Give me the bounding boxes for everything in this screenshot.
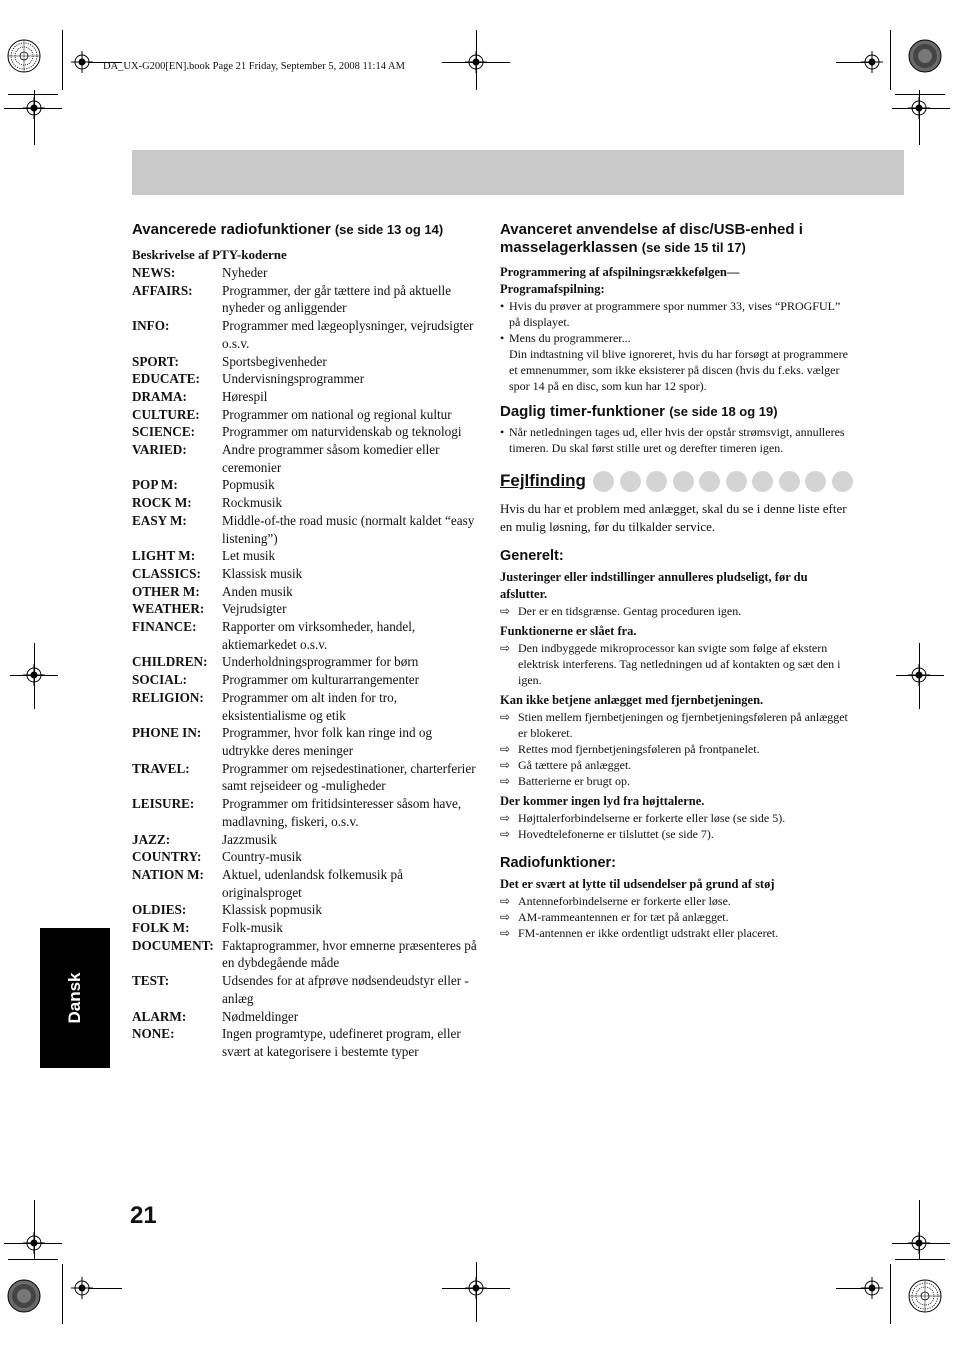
pty-desc: Klassisk popmusik xyxy=(222,902,323,918)
pty-row xyxy=(132,689,482,724)
pty-code: PHONE IN: xyxy=(132,725,202,741)
pty-code: EASY M: xyxy=(132,512,187,528)
pty-code: SOCIAL: xyxy=(132,672,187,688)
solution-text: Højttalerforbindelserne er forkerte eller løse (se side 5). xyxy=(518,811,786,825)
pty-code: NONE: xyxy=(132,1026,175,1042)
pty-row xyxy=(132,583,482,601)
file-info: DA_UX-G200[EN].book Page 21 Friday, September 5, 2008 11:14 AM xyxy=(103,61,405,72)
pty-row xyxy=(132,618,482,653)
pty-list xyxy=(132,264,482,1061)
pty-code: ALARM: xyxy=(132,1008,187,1024)
troubleshooting-title-text: Fejlfinding xyxy=(500,471,586,490)
pty-desc: Programmer om naturvidenskab og teknologi xyxy=(222,424,462,440)
arrow-icon: ⇨ xyxy=(500,758,511,772)
problem-text: Der kommer ingen lyd fra højttalerne. xyxy=(500,794,705,808)
pty-desc: Udsendes for at afprøve nødsendeudstyr eller -anlæg xyxy=(222,973,469,1006)
pty-code: NEWS: xyxy=(132,265,176,280)
pty-desc: Anden musik xyxy=(222,583,293,599)
pty-desc: Nyheder xyxy=(222,265,268,280)
decor-dot xyxy=(673,471,694,492)
pty-code: TRAVEL: xyxy=(132,760,190,776)
solution-text: Stien mellem fjernbetjeningen og fjernbetjeningsføleren på anlægget er blokeret. xyxy=(518,710,848,740)
pty-code: OTHER M: xyxy=(132,583,200,599)
arrow-icon: ⇨ xyxy=(500,774,511,788)
pty-row xyxy=(132,476,482,494)
troubleshooting-intro: Hvis du har et problem med anlægget, skal du se i denne liste efter en mulig løsning, før du tilkalder service. xyxy=(500,501,847,534)
pty-row xyxy=(132,937,482,972)
radio-advanced-heading-ref: (se side 13 og 14) xyxy=(334,222,444,237)
solution-item xyxy=(500,603,850,619)
solution-text: Hovedtelefonerne er tilsluttet (se side 7). xyxy=(518,827,714,841)
pty-desc: Undervisningsprogrammer xyxy=(222,371,365,387)
problem-text: Det er svært at lytte til udsendelser på grund af støj xyxy=(500,877,775,891)
pty-code: SPORT: xyxy=(132,353,179,369)
pty-row xyxy=(132,370,482,388)
bullet-mark: • xyxy=(500,331,505,345)
bullet-text: Når netledningen tages ud, eller hvis der opstår strømsvigt, annulleres timeren. Du skal først stille uret og derefter timeren igen. xyxy=(509,425,845,455)
pty-desc: Let musik xyxy=(222,548,276,564)
solution-item xyxy=(500,757,850,773)
bullet-text: Mens du programmerer... xyxy=(509,331,631,345)
pty-desc: Programmer om national og regional kultur xyxy=(222,406,452,422)
pty-desc: Underholdningsprogrammer for børn xyxy=(222,654,419,670)
arrow-icon: ⇨ xyxy=(500,910,511,924)
pty-desc: Programmer om rejsedestinationer, charterferier samt rejseideer og -muligheder xyxy=(222,760,476,794)
pty-desc: Programmer om fritidsinteresser såsom have, madlavning, fiskeri, o.s.v. xyxy=(222,796,462,829)
solution-item xyxy=(500,709,850,741)
pty-desc: Rockmusik xyxy=(222,495,283,511)
bullet-text: Din indtastning vil blive ignoreret, hvis du har forsøgt at programmere et emnenummer, som ikke eksisterer på discen (hvis du f.eks. vælger spor 14 på en disc, som kun har 12 spor). xyxy=(509,347,848,393)
arrow-icon: ⇨ xyxy=(500,641,511,655)
disc-advanced-heading xyxy=(500,221,850,257)
problem-text: Kan ikke betjene anlægget med fjernbetjeningen. xyxy=(500,693,764,707)
pty-desc: Jazzmusik xyxy=(222,831,277,847)
program-bullets xyxy=(500,298,850,394)
pty-code: POP M: xyxy=(132,477,178,493)
general-list xyxy=(500,569,850,842)
left-column xyxy=(132,221,482,1061)
pty-code: SCIENCE: xyxy=(132,424,196,440)
pty-desc: Aktuel, udenlandsk folkemusik på originalsproget xyxy=(222,866,403,900)
language-tab xyxy=(40,928,110,1068)
solution-text: Batterierne er brugt op. xyxy=(518,774,630,788)
solution-item xyxy=(500,826,850,842)
pty-row xyxy=(132,671,482,689)
decor-dot xyxy=(620,471,641,492)
pty-row xyxy=(132,1008,482,1026)
pty-desc: Country-musik xyxy=(222,849,302,865)
pty-row xyxy=(132,1025,482,1060)
solution-text: Gå tættere på anlægget. xyxy=(518,758,632,772)
arrow-icon: ⇨ xyxy=(500,710,511,724)
solution-item xyxy=(500,741,850,757)
pty-row xyxy=(132,901,482,919)
radio-heading: Radiofunktioner: xyxy=(500,855,616,871)
pty-code: ROCK M: xyxy=(132,495,192,511)
problem-text: Funktionerne er slået fra. xyxy=(500,624,637,638)
bullet-mark: • xyxy=(500,299,505,313)
header-bar xyxy=(132,150,904,195)
radio-list xyxy=(500,876,850,941)
pty-code: DRAMA: xyxy=(132,388,187,404)
pty-desc: Vejrudsigter xyxy=(222,601,287,617)
decor-dot xyxy=(593,471,614,492)
arrow-icon: ⇨ xyxy=(500,926,511,940)
pty-row xyxy=(132,600,482,618)
pty-code: INFO: xyxy=(132,318,170,334)
pty-code: COUNTRY: xyxy=(132,849,202,865)
right-column xyxy=(500,221,850,941)
solution-item xyxy=(500,909,850,925)
pty-row xyxy=(132,919,482,937)
decor-dot xyxy=(752,471,773,492)
pty-desc: Programmer, der går tættere ind på aktuelle nyheder og anliggender xyxy=(222,282,452,316)
pty-row xyxy=(132,441,482,476)
decor-dot xyxy=(779,471,800,492)
timer-heading-ref: (se side 18 og 19) xyxy=(669,404,778,419)
solution-text: AM-rammeantennen er for tæt på anlægget. xyxy=(518,910,729,924)
pty-desc: Popmusik xyxy=(222,477,275,493)
pty-desc: Ingen programtype, udefineret program, eller svært at kategorisere i bestemte typer xyxy=(222,1026,461,1059)
pty-row xyxy=(132,831,482,849)
pty-desc: Programmer med lægeoplysninger, vejrudsigter o.s.v. xyxy=(222,318,474,351)
pty-code: JAZZ: xyxy=(132,831,171,847)
bullet-mark xyxy=(500,346,509,394)
solution-text: Antenneforbindelserne er forkerte eller løse. xyxy=(518,894,731,908)
page-number: 21 xyxy=(130,1202,157,1229)
solution-item xyxy=(500,640,850,688)
pty-desc: Programmer, hvor folk kan ringe ind og udtrykke deres meninger xyxy=(222,725,433,758)
pty-desc: Programmer om alt inden for tro, eksistentialisme og etik xyxy=(222,689,398,723)
decor-dot xyxy=(832,471,853,492)
pty-row xyxy=(132,317,482,352)
pty-desc: Folk-musik xyxy=(222,920,283,936)
solution-text: Rettes mod fjernbetjeningsføleren på frontpanelet. xyxy=(518,742,760,756)
pty-row xyxy=(132,406,482,424)
pty-code: DOCUMENT: xyxy=(132,937,214,953)
pty-row xyxy=(132,388,482,406)
pty-row xyxy=(132,760,482,795)
pty-code: NATION M: xyxy=(132,866,204,882)
pty-row xyxy=(132,547,482,565)
pty-row xyxy=(132,282,482,317)
pty-row xyxy=(132,866,482,901)
solution-item xyxy=(500,925,850,941)
pty-desc: Andre programmer såsom komedier eller ceremonier xyxy=(222,442,440,475)
pty-code: FINANCE: xyxy=(132,619,197,635)
timer-bullets xyxy=(500,424,850,456)
pty-row xyxy=(132,264,482,282)
timer-heading-text: Daglig timer-funktioner xyxy=(500,403,666,420)
bullet-item xyxy=(500,424,850,456)
solution-text: Den indbyggede mikroprocessor kan svigte som følge af ekstern elektrisk interferens. Tag netledningen ud af kontakten og sæt den i igen. xyxy=(518,641,841,687)
pty-code: AFFAIRS: xyxy=(132,282,193,298)
pty-row xyxy=(132,724,482,759)
pty-code: OLDIES: xyxy=(132,902,187,918)
pty-code: CLASSICS: xyxy=(132,565,201,581)
pty-code: LIGHT M: xyxy=(132,548,196,564)
decor-dot xyxy=(646,471,667,492)
pty-code: WEATHER: xyxy=(132,601,205,617)
program-title: Programmering af afspilningsrækkefølgen—Programafspilning: xyxy=(500,265,740,296)
radio-advanced-heading-text: Avancerede radiofunktioner xyxy=(132,221,331,238)
disc-advanced-heading-text: Avanceret anvendelse af disc/USB-enhed i masselagerklassen xyxy=(500,221,803,256)
pty-desc: Nødmeldinger xyxy=(222,1008,299,1024)
pty-code: LEISURE: xyxy=(132,796,195,812)
disc-advanced-heading-ref: (se side 15 til 17) xyxy=(641,240,746,255)
bullet-item xyxy=(500,330,850,346)
pty-title: Beskrivelse af PTY-koderne xyxy=(132,247,287,262)
pty-row xyxy=(132,512,482,547)
arrow-icon: ⇨ xyxy=(500,604,511,618)
pty-row xyxy=(132,423,482,441)
pty-code: CHILDREN: xyxy=(132,654,208,670)
pty-row xyxy=(132,795,482,830)
pty-row xyxy=(132,653,482,671)
arrow-icon: ⇨ xyxy=(500,827,511,841)
decor-dot xyxy=(699,471,720,492)
solution-item xyxy=(500,810,850,826)
pty-desc: Sportsbegivenheder xyxy=(222,353,327,369)
decor-dot xyxy=(726,471,747,492)
pty-row xyxy=(132,353,482,371)
bullet-text: Hvis du prøver at programmere spor nummer 33, vises “PROGFUL” på displayet. xyxy=(509,299,841,329)
pty-row xyxy=(132,494,482,512)
language-tab-label: Dansk xyxy=(65,972,84,1024)
bullet-mark: • xyxy=(500,425,505,439)
decor-dot xyxy=(805,471,826,492)
pty-row xyxy=(132,565,482,583)
arrow-icon: ⇨ xyxy=(500,894,511,908)
problem-text: Justeringer eller indstillinger annulleres pludseligt, før du afslutter. xyxy=(500,570,808,601)
pty-desc: Rapporter om virksomheder, handel, aktiemarkedet o.s.v. xyxy=(222,619,416,652)
pty-code: VARIED: xyxy=(132,442,187,458)
timer-heading xyxy=(500,403,850,421)
pty-desc: Middle-of-the road music (normalt kaldet “easy listening”) xyxy=(222,512,475,546)
solution-text: Der er en tidsgrænse. Gentag proceduren igen. xyxy=(518,604,742,618)
solution-item xyxy=(500,773,850,789)
arrow-icon: ⇨ xyxy=(500,811,511,825)
pty-row xyxy=(132,848,482,866)
solution-item xyxy=(500,893,850,909)
pty-code: TEST: xyxy=(132,973,170,989)
pty-desc: Faktaprogrammer, hvor emnerne præsenteres på en dybdegående måde xyxy=(222,937,477,971)
pty-row xyxy=(132,972,482,1007)
radio-advanced-heading xyxy=(132,221,482,239)
pty-desc: Klassisk musik xyxy=(222,565,303,581)
pty-code: EDUCATE: xyxy=(132,371,200,387)
bullet-item xyxy=(500,346,850,394)
general-heading: Generelt: xyxy=(500,548,564,564)
solution-text: FM-antennen er ikke ordentligt udstrakt eller placeret. xyxy=(518,926,779,940)
arrow-icon: ⇨ xyxy=(500,742,511,756)
troubleshooting-title xyxy=(500,470,850,492)
pty-desc: Hørespil xyxy=(222,388,268,404)
pty-code: RELIGION: xyxy=(132,689,204,705)
bullet-item xyxy=(500,298,850,330)
pty-code: CULTURE: xyxy=(132,406,200,422)
pty-desc: Programmer om kulturarrangementer xyxy=(222,672,420,688)
pty-code: FOLK M: xyxy=(132,920,190,936)
